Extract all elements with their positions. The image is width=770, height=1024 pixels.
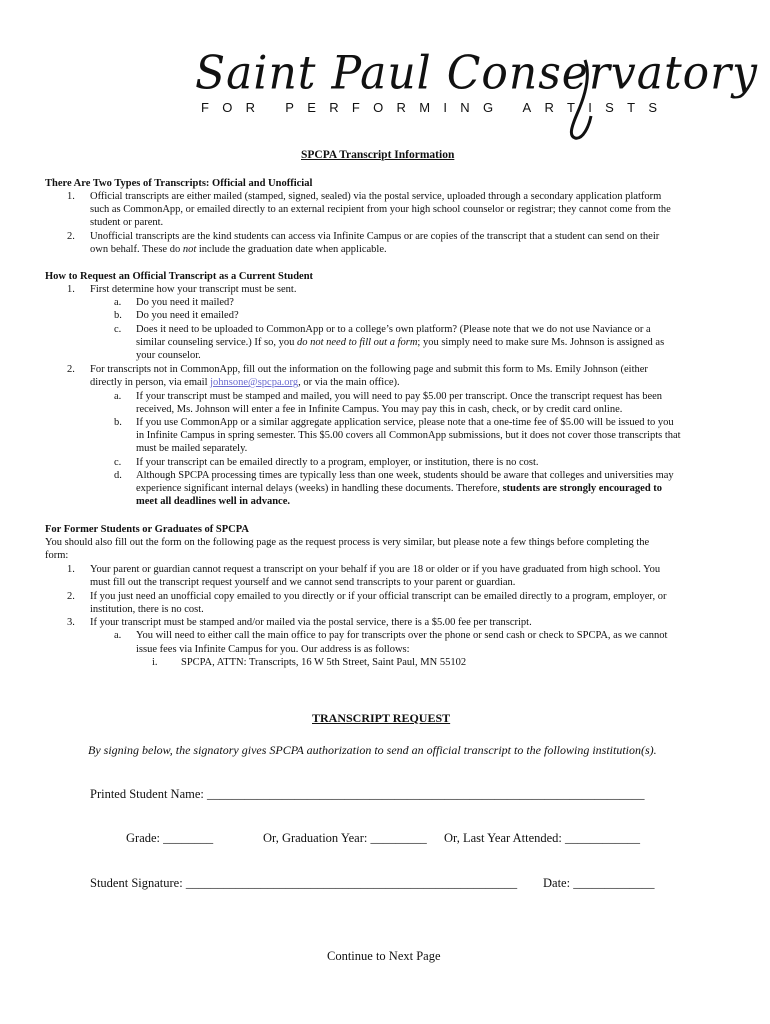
request-item-2-line [90,376,400,389]
text-run: directly in person, via email [90,377,211,388]
sub-text: in Infinite Campus in spring semester. This $5.00 covers all CommonApp submissions, but it does not cover those transcripts that [136,430,681,441]
last-year-attended-field[interactable]: Or, Last Year Attended: ____________ [444,831,641,845]
sub-text-bold: meet all deadlines well in advance. [136,496,290,507]
sub-text: issue fees via Infinite Campus for you. Our address is as follows: [136,644,410,655]
text-run: ; you simply need to make sure Ms. Johnson is assigned as [417,337,665,348]
signature-field[interactable]: Student Signature: _____________________________________________________ [90,876,518,890]
sub-letter: c. [114,324,122,335]
logo-subtitle: FOR PERFORMING ARTISTS [201,100,671,115]
graduation-year-field[interactable]: Or, Graduation Year: _________ [263,831,427,845]
request-item-1-num: 1. [67,284,75,295]
form-title: TRANSCRIPT REQUEST [312,711,451,725]
former-item-line: If you just need an unofficial copy emailed to you directly or if your official transcript can be emailed directly to a program, employer, or [90,591,667,602]
sub-text: You will need to either call the main office to pay for transcripts over the phone or send cash or check to SPCPA, as we cannot [136,630,668,641]
sub-letter: c. [114,457,122,468]
text-run: include the graduation date when applicable. [196,244,387,255]
types-item-2-line: Unofficial transcripts are the kind students can access via Infinite Campus or are copies of the transcript that a student can send on their [90,231,660,242]
sub-text: Does it need to be uploaded to CommonApp or to a college’s own platform? (Please note that we do not use Naviance or a [136,324,651,335]
emphasis-no-form: do not need to fill out a form [296,337,418,348]
page-title: SPCPA Transcript Information [301,149,455,161]
sub-letter: a. [114,630,122,641]
former-item-line: Your parent or guardian cannot request a transcript on your behalf if you are 18 or older or if you have graduated from high school. You [90,564,661,575]
types-item-1-line: student or parent. [90,217,164,228]
sub-text [136,482,662,495]
request-item-1-text: First determine how your transcript must be sent. [90,284,297,295]
date-field[interactable]: Date: _____________ [543,876,655,890]
request-item-2-num: 2. [67,364,75,375]
text-run: experience significant internal delays (weeks) in handling these documents. Therefore, [136,483,503,494]
former-item-line: institution, there is no cost. [90,604,204,615]
sub-text: must be mailed separately. [136,443,248,454]
request-heading: How to Request an Official Transcript as a Current Student [45,271,314,282]
printed-name-label: Printed Student Name: [90,787,207,801]
sub-text: If your transcript can be emailed directly to a program, employer, or institution, there is no cost. [136,457,539,468]
address-text: SPCPA, ATTN: Transcripts, 16 W 5th Street, Saint Paul, MN 55102 [181,657,467,668]
emphasis-not: not [182,244,197,255]
printed-name-field[interactable] [90,787,645,802]
types-item-1-line: Official transcripts are either mailed (stamped, signed, sealed) via the postal service, uploaded through a secondary application platform [90,191,662,202]
authorization-statement: By signing below, the signatory gives SPCPA authorization to send an official transcript to the following institution(s). [88,743,657,757]
former-intro: You should also fill out the form on the following page as the request process is very similar, but please note a few things before completing the [45,537,650,548]
emphasis-strong: students are strongly encouraged to [502,483,663,494]
former-item-line: If your transcript must be stamped and/or mailed via the postal service, there is a $5.00 fee per transcript. [90,617,532,628]
former-heading: For Former Students or Graduates of SPCPA [45,524,249,535]
request-item-2-line: For transcripts not in CommonApp, fill out the information on the following page and submit this form to Ms. Emily Johnson (either [90,364,648,375]
sub-text: Do you need it mailed? [136,297,234,308]
sub-text [136,336,664,349]
sub-letter: a. [114,297,122,308]
former-item-num: 2. [67,591,75,602]
printed-name-line[interactable]: ______________________________________________________________________ [207,787,645,801]
sub-text: received, Ms. Johnson will enter a fee in Infinite Campus. You may pay this in cash, check, or by credit card online. [136,404,623,415]
sub-text: Do you need it emailed? [136,310,239,321]
text-run: , or via the main office). [298,377,400,388]
former-intro: form: [45,550,69,561]
continue-footer: Continue to Next Page [327,949,441,963]
text-run: own behalf. These do [90,244,183,255]
logo-flourish-icon [555,56,595,140]
logo-script-text: Saint Paul Conservatory [195,46,759,101]
types-item-2-num: 2. [67,231,75,242]
types-item-2-line [90,243,387,256]
former-item-num: 3. [67,617,75,628]
sub-text: your counselor. [136,350,201,361]
types-item-1-line: such as CommonApp, or emailed directly to an external recipient from your high school counselor or registrar; they cannot come from the [90,204,671,215]
text-run: similar counseling service.) If so, you [136,337,297,348]
email-link[interactable]: johnsone@spcpa.org [210,377,299,388]
school-logo [195,46,759,140]
former-item-num: 1. [67,564,75,575]
former-item-line: must fill out the transcript request yourself and we cannot send transcripts to your parent or guardian. [90,577,516,588]
sub-letter: a. [114,391,122,402]
sub-letter: d. [114,470,122,481]
sub-text: If you use CommonApp or a similar aggregate application service, please note that a one-time fee of $5.00 will be issued to you [136,417,674,428]
types-item-1-num: 1. [67,191,75,202]
sub-text: If your transcript must be stamped and mailed, you will need to pay $5.00 per transcript. Once the transcript request has been [136,391,663,402]
sub-letter: b. [114,310,122,321]
types-heading: There Are Two Types of Transcripts: Official and Unofficial [45,178,313,189]
sub-text: Although SPCPA processing times are typically less than one week, students should be aware that colleges and universities may [136,470,674,481]
grade-field[interactable]: Grade: ________ [126,831,214,845]
sub-roman: i. [152,657,158,668]
sub-letter: b. [114,417,122,428]
